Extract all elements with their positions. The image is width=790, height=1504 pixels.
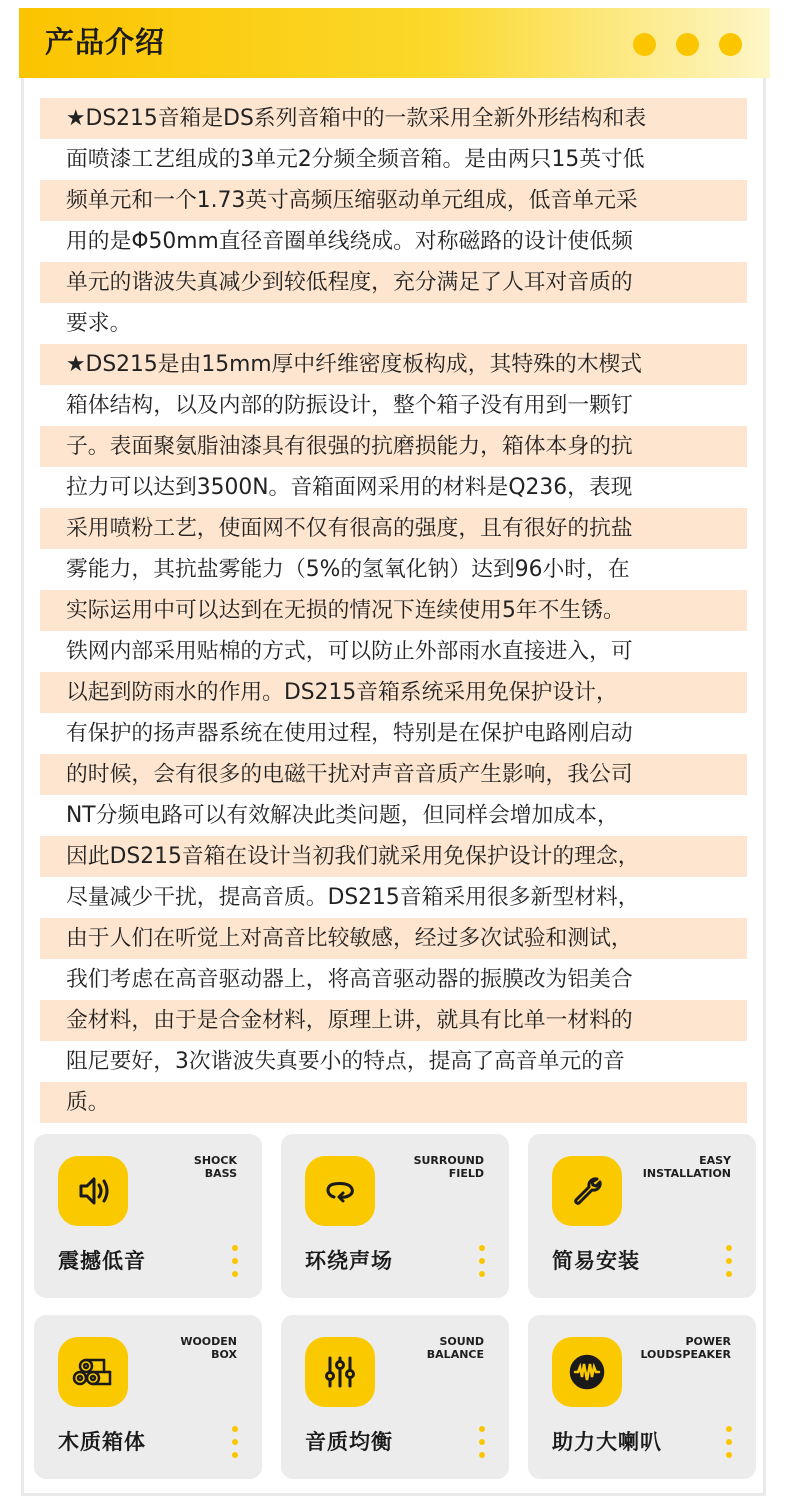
- description-line: 雾能力，其抗盐雾能力（5%的氢氧化钠）达到96小时，在: [66, 557, 630, 582]
- feature-cn-label: 音质均衡: [305, 1430, 393, 1454]
- more-dots-icon[interactable]: [726, 1426, 732, 1458]
- more-dots-icon[interactable]: [479, 1245, 485, 1277]
- description-line: 采用喷粉工艺，使面网不仅有很高的强度，且有很好的抗盐: [40, 508, 747, 549]
- section-title: 产品介绍: [45, 25, 166, 59]
- description-line: 阻尼要好，3次谐波失真要小的特点，提高了高音单元的音: [66, 1049, 625, 1074]
- feature-en-label: SOUND BALANCE: [426, 1335, 484, 1361]
- feature-card-wooden-box[interactable]: [34, 1315, 262, 1479]
- more-dots-icon[interactable]: [726, 1245, 732, 1277]
- description-line: 质。: [40, 1082, 747, 1123]
- feature-cn-label: 震撼低音: [58, 1249, 146, 1273]
- description-line: ★DS215音箱是DS系列音箱中的一款采用全新外形结构和表: [40, 98, 747, 139]
- description-line: 我们考虑在高音驱动器上，将高音驱动器的振膜改为铝美合: [66, 967, 633, 992]
- header-dot: [719, 33, 742, 56]
- feature-en-label: SHOCK BASS: [193, 1154, 237, 1180]
- description-line: 尽量减少干扰，提高音质。DS215音箱采用很多新型材料，: [66, 885, 640, 910]
- description-line: 拉力可以达到3500N。音箱面网采用的材料是Q236，表现: [66, 475, 633, 500]
- description-line: 用的是Φ50mm直径音圈单线绕成。对称磁路的设计使低频: [66, 229, 633, 254]
- description-line: 由于人们在听觉上对高音比较敏感，经过多次试验和测试，: [40, 918, 747, 959]
- description-line: 有保护的扬声器系统在使用过程，特别是在保护电路刚启动: [66, 721, 633, 746]
- description-line: 的时候，会有很多的电磁干扰对声音音质产生影响，我公司: [40, 754, 747, 795]
- description-line: 实际运用中可以达到在无损的情况下连续使用5年不生锈。: [40, 590, 747, 631]
- description-line: 单元的谐波失真减少到较低程度，充分满足了人耳对音质的: [40, 262, 747, 303]
- feature-cn-label: 木质箱体: [58, 1430, 146, 1454]
- feature-en-label: POWER LOUDSPEAKER: [640, 1335, 731, 1361]
- description-line: 铁网内部采用贴棉的方式，可以防止外部雨水直接进入，可: [66, 639, 633, 664]
- description-line: 因此DS215音箱在设计当初我们就采用免保护设计的理念，: [40, 836, 747, 877]
- feature-card-power-loudspeaker[interactable]: [528, 1315, 756, 1479]
- feature-en-label: WOODEN BOX: [180, 1335, 237, 1361]
- feature-cn-label: 简易安装: [552, 1249, 640, 1273]
- header-dot: [676, 33, 699, 56]
- feature-en-label: EASY INSTALLATION: [642, 1154, 731, 1180]
- description-line: 要求。: [66, 311, 132, 336]
- product-description: [40, 98, 747, 1123]
- feature-card-surround-field[interactable]: [281, 1134, 509, 1298]
- feature-cn-label: 环绕声场: [305, 1249, 393, 1273]
- header-dot: [633, 33, 656, 56]
- description-line: 金材料，由于是合金材料，原理上讲，就具有比单一材料的: [40, 1000, 747, 1041]
- feature-cn-label: 助力大喇叭: [552, 1430, 662, 1454]
- header-dots: [633, 33, 742, 56]
- description-line: 频单元和一个1.73英寸高频压缩驱动单元组成，低音单元采: [40, 180, 747, 221]
- feature-card-shock-bass[interactable]: [34, 1134, 262, 1298]
- description-line: 面喷漆工艺组成的3单元2分频全频音箱。是由两只15英寸低: [66, 147, 645, 172]
- feature-card-easy-installation[interactable]: [528, 1134, 756, 1298]
- feature-grid: [34, 1134, 757, 1479]
- feature-card-sound-balance[interactable]: [281, 1315, 509, 1479]
- description-line: ★DS215是由15mm厚中纤维密度板构成，其特殊的木楔式: [40, 344, 747, 385]
- more-dots-icon[interactable]: [479, 1426, 485, 1458]
- feature-en-label: SURROUND FIELD: [413, 1154, 484, 1180]
- description-line: NT分频电路可以有效解决此类问题，但同样会增加成本，: [66, 803, 619, 828]
- description-line: 以起到防雨水的作用。DS215音箱系统采用免保护设计，: [40, 672, 747, 713]
- more-dots-icon[interactable]: [232, 1245, 238, 1277]
- section-header: [19, 8, 770, 78]
- description-line: 箱体结构，以及内部的防振设计，整个箱子没有用到一颗钉: [66, 393, 633, 418]
- more-dots-icon[interactable]: [232, 1426, 238, 1458]
- description-line: 子。表面聚氨脂油漆具有很强的抗磨损能力，箱体本身的抗: [40, 426, 747, 467]
